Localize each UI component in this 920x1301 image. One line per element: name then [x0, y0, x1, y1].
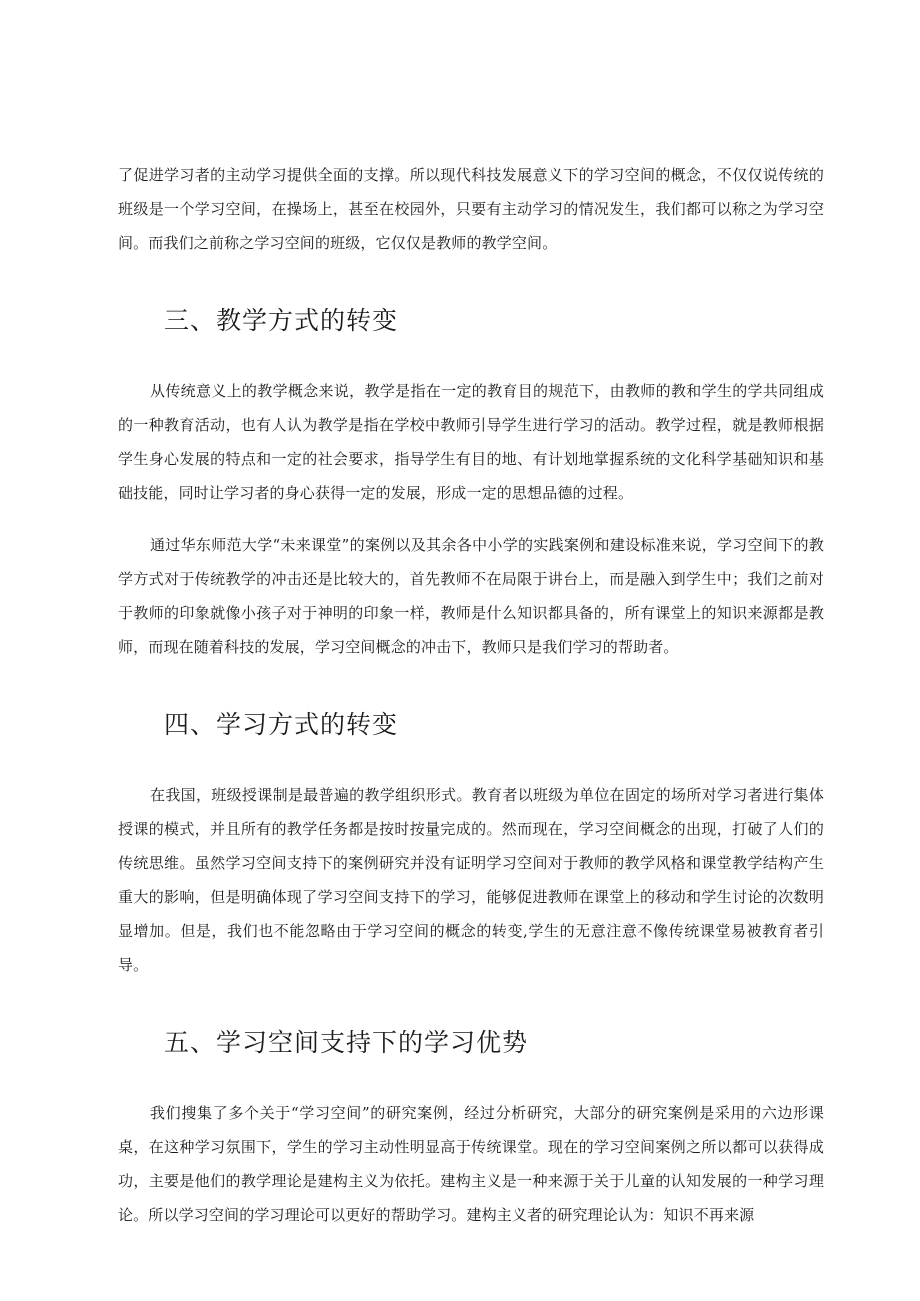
paragraph-future-classroom: 通过华东师范大学“未来课堂”的案例以及其余各中小学的实践案例和建设标准来说，学习空间下的教学方式对于传统教学的冲击还是比较大的，首先教师不在局限于讲台上，而是融入到学生中；我们之前对于教师的印象就像小孩子对于神明的印象一样，教师是什么知识都具备的，所有课堂上的知识来源都是教师，而现在随着科技的发展，学习空间概念的冲击下，教师只是我们学习的帮助者。 [118, 536, 824, 656]
paragraph-teaching-concept: 从传统意义上的教学概念来说，教学是指在一定的教育目的规范下，由教师的教和学生的学共同组成的一种教育活动，也有人认为教学是指在学校中教师引导学生进行学习的活动。教学过程，就是教师根据学生身心发展的特点和一定的社会要求，指导学生有目的地、有计划地掌握系统的文化科学基础知识和基础技能，同时让学习者的身心获得一定的发展，形成一定的思想品德的过程。 [118, 382, 824, 502]
section-heading-learning-advantages: 五、学习空间支持下的学习优势 [164, 1028, 529, 1057]
paragraph-class-teaching-system: 在我国，班级授课制是最普遍的教学组织形式。教育者以班级为单位在固定的场所对学习者进行集体授课的模式，并且所有的教学任务都是按时按量完成的。然而现在，学习空间概念的出现，打破了人们的传统思维。虽然学习空间支持下的案例研究并没有证明学习空间对于教师的教学风格和课堂教学结构产生重大的影响，但是明确体现了学习空间支持下的学习，能够促进教师在课堂上的移动和学生讨论的次数明显增加。但是，我们也不能忽略由于学习空间的概念的转变,学生的无意注意不像传统课堂易被教育者引导。 [118, 786, 824, 974]
section-heading-teaching-method: 三、教学方式的转变 [164, 306, 399, 335]
section-heading-learning-method: 四、学习方式的转变 [164, 710, 399, 739]
page-content [118, 158, 824, 1232]
paragraph-research-cases: 我们搜集了多个关于“学习空间”的研究案例，经过分析研究，大部分的研究案例是采用的六边形课桌，在这种学习氛围下，学生的学习主动性明显高于传统课堂。现在的学习空间案例之所以都可以获得成功，主要是他们的教学理论是建构主义为依托。建构主义是一种来源于关于儿童的认知发展的一种学习理论。所以学习空间的学习理论可以更好的帮助学习。建构主义者的研究理论认为：知识不再来源 [118, 1104, 824, 1224]
paragraph-intro-continuation: 了促进学习者的主动学习提供全面的支撑。所以现代科技发展意义下的学习空间的概念，不仅仅说传统的班级是一个学习空间，在操场上，甚至在校园外，只要有主动学习的情况发生，我们都可以称之为学习空间。而我们之前称之学习空间的班级，它仅仅是教师的教学空间。 [118, 166, 824, 252]
